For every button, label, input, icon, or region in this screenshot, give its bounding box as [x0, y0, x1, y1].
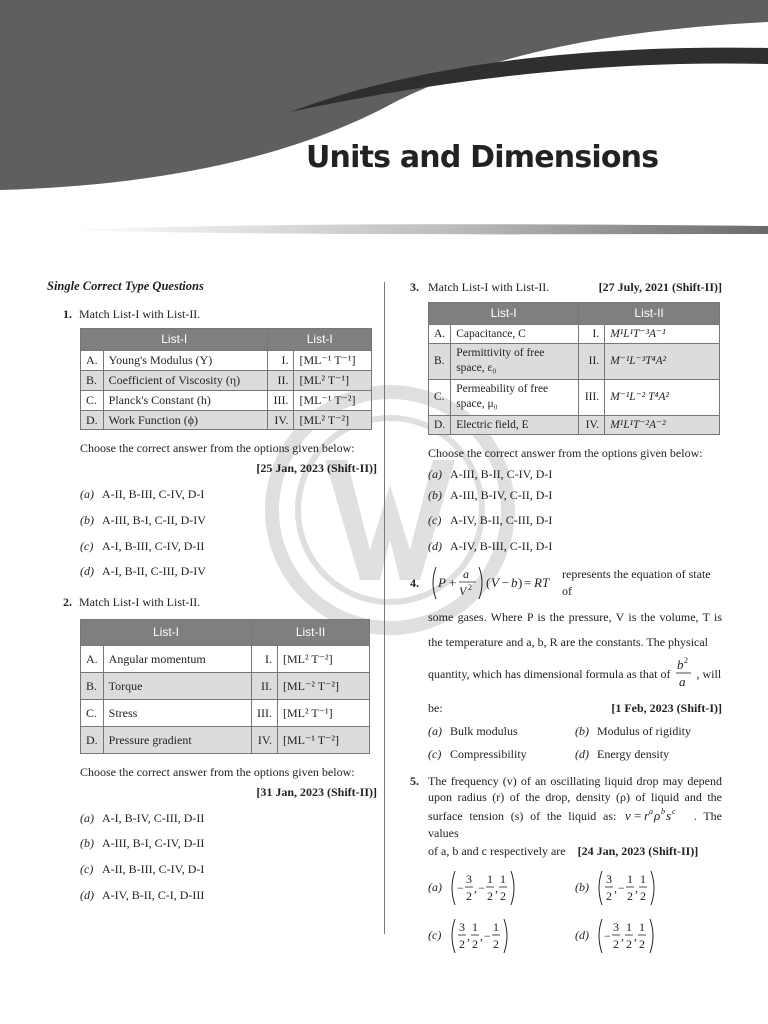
- row-item: Electric field, E: [451, 415, 579, 434]
- table-header: List-I: [81, 329, 268, 351]
- row-roman: IV.: [252, 727, 278, 754]
- question-body-end: , will: [696, 666, 722, 681]
- header-swoosh-graphic: [0, 0, 768, 240]
- svg-text:=: =: [524, 574, 532, 590]
- row-value: [ML⁻² T⁻²]: [278, 673, 370, 700]
- table-row: [429, 379, 720, 415]
- svg-text:1: 1: [627, 871, 633, 886]
- svg-text:2: 2: [500, 888, 506, 903]
- svg-text:3: 3: [466, 871, 472, 886]
- option-key: (c): [428, 746, 442, 761]
- option-c[interactable]: [428, 512, 722, 529]
- svg-text:a: a: [649, 807, 654, 817]
- question-3: [410, 279, 722, 555]
- table-row: [81, 646, 370, 673]
- row-value: [ML⁻¹ T⁻¹]: [294, 351, 372, 371]
- question-body: some gases. Where P is the pressure, V is the volume, T is the temperature and a, b, R are the constants. The physical: [428, 609, 722, 649]
- option-key: (b): [428, 487, 442, 502]
- options-list: [428, 466, 722, 555]
- question-prompt: Match List-I with List-II.: [79, 595, 201, 610]
- option-text: A-IV, B-III, C-II, D-I: [450, 539, 553, 554]
- svg-text:(: (: [486, 574, 491, 590]
- svg-text:1: 1: [487, 871, 493, 886]
- row-item: Capacitance, C: [451, 324, 579, 343]
- table-row: [429, 415, 720, 434]
- question-body-cont: quantity, which has dimensional formula as that of: [428, 666, 671, 681]
- option-text: A-IV, B-II, C-I, D-III: [102, 888, 205, 903]
- row-key: C.: [429, 379, 451, 415]
- svg-text:−: −: [478, 880, 485, 895]
- match-table: [428, 302, 720, 435]
- option-text: A-III, B-I, C-IV, D-II: [102, 836, 205, 851]
- row-item: Pressure gradient: [103, 727, 251, 754]
- svg-text:+: +: [449, 574, 457, 590]
- right-column: [410, 274, 722, 956]
- table-row: [81, 410, 372, 430]
- question-number: 2.: [63, 595, 72, 610]
- svg-text:1: 1: [500, 871, 506, 886]
- row-item: Angular momentum: [103, 646, 251, 673]
- svg-text:2: 2: [493, 936, 499, 951]
- option-a[interactable]: [80, 810, 377, 827]
- row-key: D.: [81, 727, 104, 754]
- option-a[interactable]: [428, 466, 722, 483]
- option-b[interactable]: [575, 868, 722, 908]
- svg-text:b: b: [661, 807, 666, 817]
- option-key: (b): [575, 723, 589, 738]
- option-text: A-III, B-II, C-IV, D-I: [450, 466, 553, 481]
- option-key: (a): [80, 487, 94, 502]
- row-item: Planck's Constant (h): [103, 390, 268, 410]
- option-d[interactable]: [575, 746, 722, 763]
- row-key: D.: [429, 415, 451, 434]
- question-body-cont: of a, b and c respectively are: [428, 843, 566, 858]
- svg-text:RT: RT: [534, 574, 550, 590]
- question-5: [410, 773, 722, 956]
- svg-text:,: ,: [635, 880, 638, 895]
- row-item: Stress: [103, 700, 251, 727]
- option-b[interactable]: [80, 835, 377, 852]
- svg-text:1: 1: [493, 919, 499, 934]
- svg-text:,: ,: [614, 880, 617, 895]
- exam-source: [31 Jan, 2023 (Shift-II)]: [256, 784, 377, 799]
- row-key: C.: [81, 700, 104, 727]
- svg-text:=: =: [634, 808, 642, 824]
- svg-text:2: 2: [472, 936, 478, 951]
- svg-text:,: ,: [480, 928, 483, 943]
- page-title: Units and Dimensions: [306, 140, 659, 175]
- option-d[interactable]: [428, 538, 722, 555]
- b2-over-a-fraction: [673, 654, 695, 694]
- svg-text:s: s: [666, 808, 672, 824]
- row-roman: II.: [252, 673, 278, 700]
- option-key: (a): [428, 880, 442, 895]
- option-text: Bulk modulus: [450, 723, 518, 738]
- option-d[interactable]: [80, 887, 377, 904]
- exam-source: [24 Jan, 2023 (Shift-II)]: [577, 843, 699, 858]
- table-row: [81, 727, 370, 754]
- row-value: [ML² T⁻²]: [294, 410, 372, 430]
- table-header: List-I: [81, 620, 252, 646]
- option-key: (b): [80, 512, 94, 527]
- row-roman: I.: [268, 351, 294, 371]
- option-text: Compressibility: [450, 746, 527, 761]
- svg-text:,: ,: [634, 928, 637, 943]
- svg-text:b: b: [511, 574, 518, 590]
- option-b-tuple: [597, 868, 671, 908]
- row-roman: II.: [579, 343, 605, 379]
- row-key: B.: [429, 343, 451, 379]
- svg-text:1: 1: [640, 871, 646, 886]
- svg-text:2: 2: [627, 888, 633, 903]
- question-number: 4.: [410, 575, 419, 590]
- svg-text:V: V: [459, 583, 467, 598]
- svg-text:V: V: [491, 574, 499, 590]
- option-key: (d): [575, 928, 589, 943]
- row-key: D.: [81, 410, 104, 430]
- option-c[interactable]: [80, 538, 377, 555]
- svg-text:2: 2: [613, 936, 619, 951]
- svg-text:3: 3: [459, 919, 465, 934]
- table-row: [429, 324, 720, 343]
- row-value: [ML² T⁻²]: [278, 646, 370, 673]
- column-divider: [384, 282, 385, 934]
- options-list: [428, 868, 722, 956]
- option-text: A-IV, B-II, C-III, D-I: [450, 513, 553, 528]
- svg-text:a: a: [678, 674, 686, 690]
- exam-source: [1 Feb, 2023 (Shift-I)]: [611, 701, 722, 716]
- option-text: A-III, B-IV, C-II, D-I: [450, 487, 553, 502]
- svg-text:2: 2: [683, 656, 688, 666]
- option-text: A-II, B-III, C-IV, D-I: [102, 862, 205, 877]
- exam-source: [27 July, 2021 (Shift-II)]: [598, 280, 722, 294]
- svg-text:r: r: [644, 808, 650, 824]
- option-key: (d): [575, 746, 589, 761]
- svg-text:3: 3: [613, 919, 619, 934]
- row-value: [ML² T⁻¹]: [278, 700, 370, 727]
- row-value: [ML⁻¹ T⁻²]: [278, 727, 370, 754]
- van-der-waals-equation: [428, 563, 556, 603]
- svg-text:−: −: [484, 928, 491, 943]
- option-text: A-III, B-I, C-II, D-IV: [102, 512, 206, 527]
- option-c[interactable]: [428, 916, 575, 956]
- option-key: (a): [428, 723, 442, 738]
- options-list: [428, 723, 722, 763]
- row-key: B.: [81, 371, 104, 391]
- svg-text:c: c: [672, 807, 676, 817]
- option-a[interactable]: [428, 868, 575, 908]
- svg-text:P: P: [438, 574, 446, 590]
- row-value: M¹L¹T⁻²A⁻²: [605, 415, 720, 434]
- left-column: [47, 274, 377, 904]
- row-item: Coefficient of Viscosity (η): [103, 371, 268, 391]
- match-table: [80, 328, 372, 430]
- choose-instruction: Choose the correct answer from the options given below:: [80, 765, 355, 780]
- option-key: (a): [80, 810, 94, 825]
- option-a[interactable]: [428, 723, 575, 740]
- option-d[interactable]: [80, 563, 377, 580]
- options-list: [80, 486, 377, 580]
- option-text: A-II, B-III, C-IV, D-I: [102, 487, 205, 502]
- question-2: [47, 594, 377, 904]
- question-be: be:: [428, 701, 443, 716]
- question-values: . The values: [428, 809, 722, 840]
- exam-source: [25 Jan, 2023 (Shift-II)]: [256, 461, 377, 476]
- svg-text:2: 2: [466, 888, 472, 903]
- svg-text:−: −: [604, 928, 611, 943]
- row-roman: I.: [252, 646, 278, 673]
- row-roman: IV.: [579, 415, 605, 434]
- question-number: 5.: [410, 773, 419, 788]
- option-text: A-I, B-III, C-IV, D-II: [102, 538, 205, 553]
- table-row: [81, 390, 372, 410]
- option-text: A-I, B-IV, C-III, D-II: [102, 810, 205, 825]
- option-b[interactable]: [80, 512, 377, 529]
- frequency-formula: [623, 806, 687, 824]
- option-d[interactable]: [575, 916, 722, 956]
- row-value: M⁻¹L⁻² T⁴A²: [605, 379, 720, 415]
- option-key: (d): [428, 539, 442, 554]
- row-key: A.: [81, 646, 104, 673]
- table-row: [81, 673, 370, 700]
- option-a[interactable]: [80, 486, 377, 503]
- table-row: [81, 351, 372, 371]
- table-header: List-I: [429, 302, 579, 324]
- table-header: List-II: [252, 620, 370, 646]
- option-key: (d): [80, 888, 94, 903]
- row-roman: II.: [268, 371, 294, 391]
- option-key: (a): [428, 466, 442, 481]
- row-item: Permeability of free space, μ₀: [451, 379, 579, 415]
- row-value: [ML⁻¹ T⁻²]: [294, 390, 372, 410]
- option-d-tuple: [597, 916, 671, 956]
- row-item: Torque: [103, 673, 251, 700]
- svg-text:1: 1: [639, 919, 645, 934]
- svg-text:2: 2: [459, 936, 465, 951]
- section-heading: Single Correct Type Questions: [47, 279, 204, 293]
- svg-text:1: 1: [472, 919, 478, 934]
- choose-instruction: Choose the correct answer from the options given below:: [428, 445, 703, 460]
- option-c[interactable]: [80, 861, 377, 878]
- option-text: A-I, B-II, C-III, D-IV: [102, 564, 206, 579]
- svg-text:v: v: [625, 808, 631, 824]
- question-number: 1.: [63, 306, 72, 321]
- option-key: (c): [80, 862, 94, 877]
- table-header: List-II: [579, 302, 720, 324]
- question-body: The frequency (v) of an oscillating liquid drop may depend upon radius (r) of the drop, density (ρ) of liquid and the surface tension (s) of the liquid as:: [428, 773, 722, 824]
- equation-tail: represents the equation of state of: [562, 567, 711, 598]
- question-1: [47, 306, 377, 581]
- svg-text:1: 1: [626, 919, 632, 934]
- table-row: [81, 371, 372, 391]
- svg-text:,: ,: [621, 928, 624, 943]
- options-list: [80, 810, 377, 904]
- row-roman: III.: [579, 379, 605, 415]
- svg-text:,: ,: [467, 928, 470, 943]
- option-a-tuple: [450, 868, 524, 908]
- svg-text:2: 2: [626, 936, 632, 951]
- row-roman: I.: [579, 324, 605, 343]
- option-key: (b): [575, 880, 589, 895]
- svg-text:2: 2: [640, 888, 646, 903]
- svg-text:ρ: ρ: [654, 808, 661, 824]
- svg-text:,: ,: [495, 880, 498, 895]
- question-body-wrap: [428, 773, 722, 842]
- table-row: [81, 700, 370, 727]
- svg-text:): ): [518, 574, 523, 590]
- match-table: [80, 619, 370, 754]
- svg-text:2: 2: [468, 582, 472, 592]
- row-key: C.: [81, 390, 104, 410]
- table-row: [429, 343, 720, 379]
- option-key: (c): [428, 513, 442, 528]
- option-c-tuple: [450, 916, 524, 956]
- row-value: M⁻¹L⁻³T⁴A²: [605, 343, 720, 379]
- svg-text:,: ,: [474, 880, 477, 895]
- svg-text:2: 2: [606, 888, 612, 903]
- question-number: 3.: [410, 280, 419, 294]
- option-key: (c): [80, 538, 94, 553]
- svg-text:3: 3: [606, 871, 612, 886]
- row-roman: III.: [268, 390, 294, 410]
- svg-text:−: −: [457, 880, 464, 895]
- svg-text:a: a: [463, 566, 469, 581]
- svg-text:2: 2: [487, 888, 493, 903]
- row-value: M¹L¹T⁻³A⁻¹: [605, 324, 720, 343]
- table-header: List-I: [268, 329, 372, 351]
- option-key: (d): [80, 564, 94, 579]
- option-b[interactable]: [428, 487, 722, 504]
- row-roman: IV.: [268, 410, 294, 430]
- row-key: B.: [81, 673, 104, 700]
- option-b[interactable]: [575, 723, 722, 740]
- option-key: (b): [80, 836, 94, 851]
- svg-text:−: −: [502, 574, 510, 590]
- option-text: Energy density: [597, 746, 670, 761]
- svg-text:b: b: [676, 657, 684, 673]
- row-value: [ML² T⁻¹]: [294, 371, 372, 391]
- question-4: [410, 563, 722, 763]
- svg-text:−: −: [618, 880, 625, 895]
- svg-text:2: 2: [639, 936, 645, 951]
- row-item: Permittivity of free space, ε₀: [451, 343, 579, 379]
- row-item: Work Function (ϕ): [103, 410, 268, 430]
- option-c[interactable]: [428, 746, 575, 763]
- option-text: Modulus of rigidity: [597, 723, 692, 738]
- row-roman: III.: [252, 700, 278, 727]
- question-prompt: Match List-I with List-II.: [428, 280, 550, 294]
- row-key: A.: [81, 351, 104, 371]
- question-prompt: Match List-I with List-II.: [79, 306, 201, 321]
- row-item: Young's Modulus (Y): [103, 351, 268, 371]
- option-key: (c): [428, 928, 442, 943]
- choose-instruction: Choose the correct answer from the options given below:: [80, 441, 355, 456]
- row-key: A.: [429, 324, 451, 343]
